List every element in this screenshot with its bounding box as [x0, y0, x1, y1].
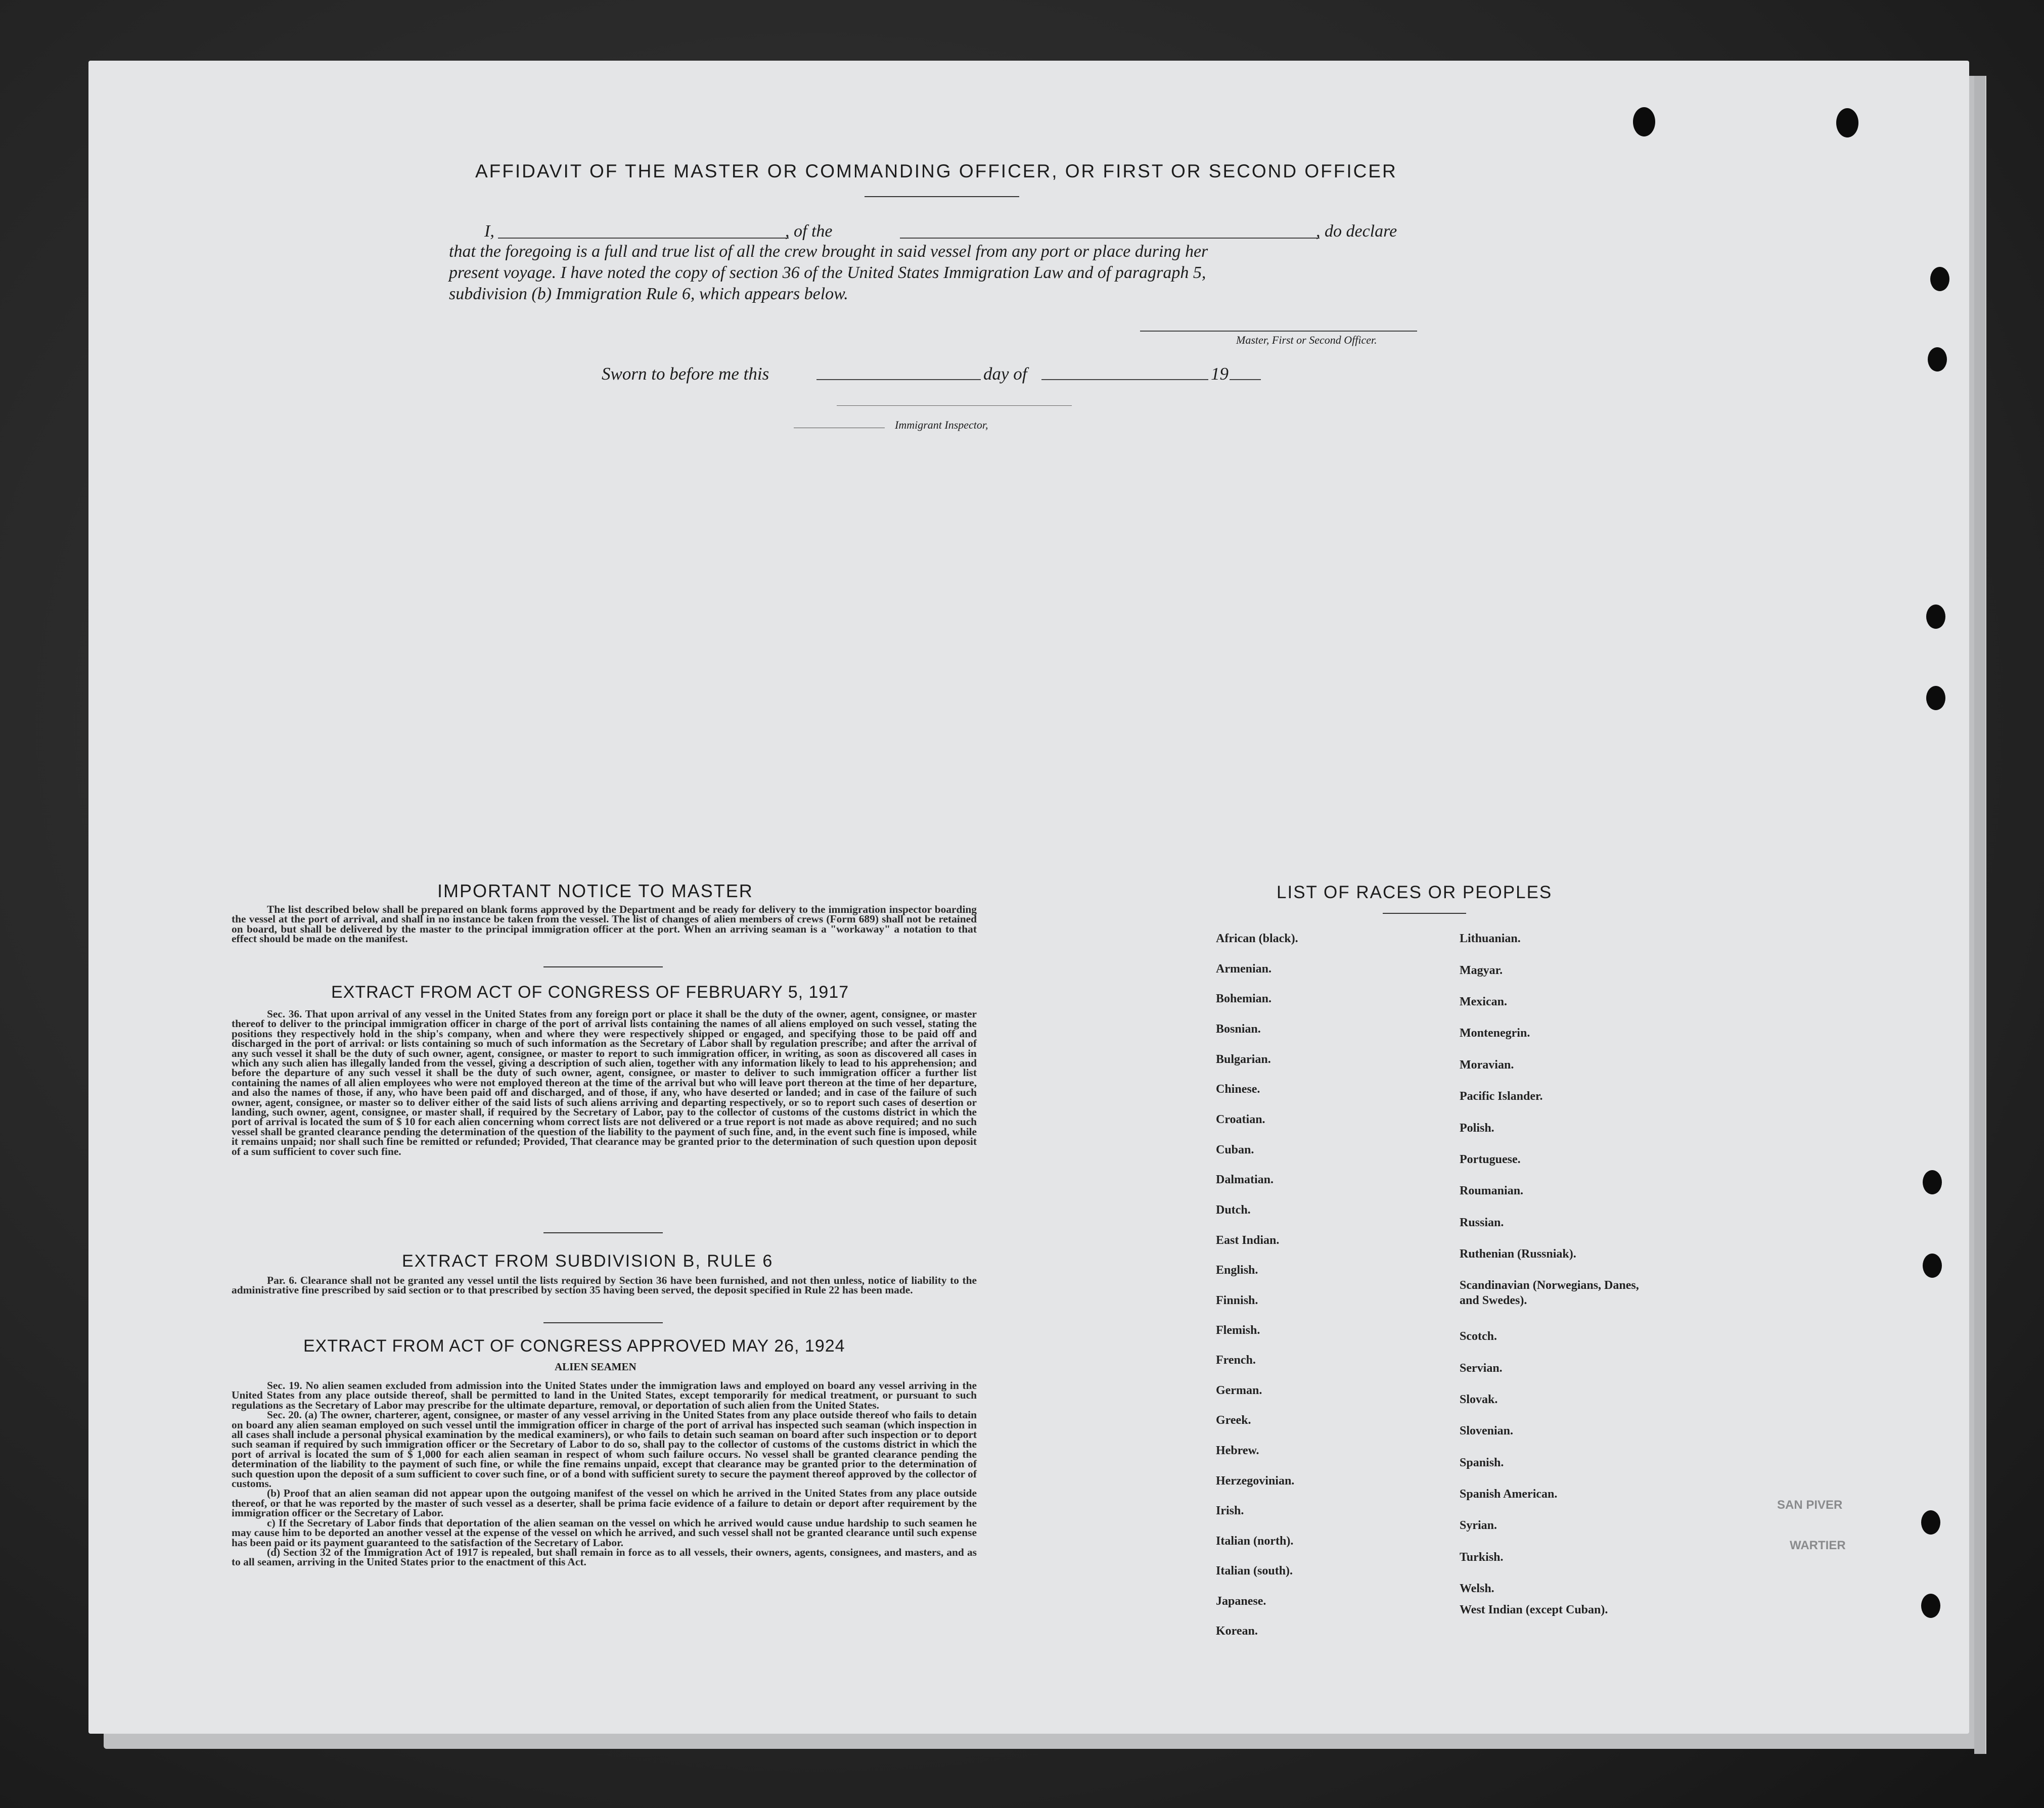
extract-1924-body — [232, 1381, 977, 1567]
race-item: Magyar. — [1460, 964, 1503, 977]
race-item: Roumanian. — [1460, 1184, 1524, 1197]
race-item: Spanish American. — [1460, 1488, 1558, 1501]
race-item: Portuguese. — [1460, 1153, 1521, 1166]
name-blank[interactable] — [498, 238, 789, 239]
section-divider — [543, 1322, 663, 1323]
sec-20b-text: (b) Proof that an alien seaman did not appear upon the outgoing manifest of the vessel on which he arrived in the United States from any place outside thereof, or that he was reported by the master of such vessel as a deserter, shall be prima facie evidence of a failure to detain or deport after requirement by the immigration officer or the Secretary of Labor. — [232, 1487, 977, 1519]
race-item: African (black). — [1216, 932, 1298, 945]
declaration-line-2: that the foregoing is a full and true list of all the crew brought in said vessel from any port or place during her — [449, 242, 1208, 261]
race-item: Italian (north). — [1216, 1535, 1294, 1548]
inspector-rule — [837, 405, 1072, 406]
inspector-caption: Immigrant Inspector, — [895, 419, 988, 431]
race-item: Chinese. — [1216, 1083, 1260, 1096]
do-declare-label: , do declare — [1316, 222, 1397, 241]
punch-hole — [1836, 108, 1858, 137]
race-item: Russian. — [1460, 1216, 1504, 1229]
race-item: Spanish. — [1460, 1456, 1504, 1469]
race-item: Welsh. — [1460, 1582, 1494, 1595]
rule6-text: Par. 6. Clearance shall not be granted any vessel until the lists required by Section 36 have been furnished, and not then unless, notice of liability to the administrative fine prescribed by said section or to that prescribed by section 35 having been served, the deposit specified in Rule 22 has been made. — [232, 1274, 977, 1296]
sec-20c-text: c) If the Secretary of Labor finds that deportation of the alien seaman on the vessel on which he arrived would cause undue hardship to such seamen he may cause him to be deported an another vessel at the expense of the vessel on which he arrived, and such vessel shall not be granted clearance until such expense has been paid or its payment guaranteed to the satisfaction of the Secretary of Labor. — [232, 1516, 977, 1549]
race-item: Servian. — [1460, 1362, 1503, 1375]
extract-1917-text: Sec. 36. That upon arrival of any vessel in the United States from any foreign port or place it shall be the duty of the owner, agent, consignee, or master thereof to deliver to the principal immigration officer in charge of the port of arrival lists containing the names of all aliens employed on such vessel, stating the positions they respectively hold in the ship's company, when and where they were respectively shipped or engaged, and specifying those to be paid off and discharged in the port of arrival: or lists containing so much of such information as the Secretary of Labor shall by regulation prescribe; and after the arrival of any such vessel it shall be the duty of such owner, agent, consignee, or master to report to such immigration officer, in writing, as soon as discovered all cases in which any such alien has illegally landed from the vessel, giving a description of such alien, together with any information likely to lead to his apprehension; and before the departure of any such vessel it shall be the duty of such owner, agent, consignee, or master to deliver to such immigration officer a further list containing the names of all alien employees who were not employed thereon at the time of the arrival but who will leave port thereon at the time of her departure, and also the names of those, if any, who have been paid off and discharged, and of those, if any, who have deserted or landed; and in case of the failure of such owner, agent, consignee, or master so to deliver either of the said lists of such aliens arriving and departing respectively, or so to report such cases of desertion or landing, such owner, agent, consignee, or master shall, if required by the Secretary of Labor, pay to the collector of customs of the customs district in which the port of arrival is located the sum of $ 10 for each alien concerning whom correct lists are not delivered or a true report is not made as above required; and no such vessel shall be granted clearance pending the determination of the question of the liability to the payment of such fine, and, in the event such fine is imposed, while it remains unpaid; nor shall such fine be remitted or refunded; Provided, That clearance may be granted prior to the determination of such question upon deposit of a sum sufficient to cover such fine. — [232, 1008, 977, 1157]
race-item: Mexican. — [1460, 995, 1507, 1008]
race-item: Cuban. — [1216, 1143, 1254, 1156]
race-item: English. — [1216, 1264, 1258, 1277]
punch-hole — [1633, 107, 1655, 136]
sworn-day-blank[interactable] — [816, 379, 981, 380]
race-item: Dutch. — [1216, 1203, 1251, 1217]
sec-20d-text: (d) Section 32 of the Immigration Act of 1917 is repealed, but shall remain in force as to all vessels, their owners, agents, consignees, and masters, and as to all seamen, arriving in the United States prior to the enactment of this Act. — [232, 1546, 977, 1568]
punch-hole — [1923, 1254, 1942, 1278]
sworn-label: Sworn to before me this — [602, 364, 769, 384]
race-item: French. — [1216, 1354, 1256, 1367]
day-of-label: day of — [983, 364, 1027, 384]
race-item: West Indian (except Cuban). — [1460, 1603, 1608, 1616]
race-item: Armenian. — [1216, 962, 1271, 976]
races-title-underline — [1383, 913, 1466, 914]
punch-hole — [1926, 686, 1945, 710]
section-divider — [543, 966, 663, 967]
race-item: Polish. — [1460, 1122, 1494, 1135]
vessel-blank[interactable] — [900, 238, 1320, 239]
race-item: East Indian. — [1216, 1234, 1280, 1247]
race-item: Ruthenian (Russniak). — [1460, 1247, 1576, 1261]
rule6-title: EXTRACT FROM SUBDIVISION B, RULE 6 — [402, 1251, 774, 1271]
race-item: Irish. — [1216, 1504, 1244, 1517]
title-underline — [865, 196, 1019, 197]
year-blank[interactable] — [1230, 379, 1261, 380]
alien-seamen-subtitle: ALIEN SEAMEN — [555, 1361, 637, 1373]
race-item: Croatian. — [1216, 1113, 1265, 1126]
race-item: Bohemian. — [1216, 992, 1272, 1005]
race-item: Moravian. — [1460, 1058, 1514, 1072]
year-prefix: 19 — [1211, 364, 1229, 384]
race-item: Slovenian. — [1460, 1424, 1514, 1438]
of-the-label: , of the — [785, 222, 833, 241]
sworn-month-blank[interactable] — [1041, 379, 1208, 380]
race-item: Pacific Islander. — [1460, 1090, 1543, 1103]
extract-1917-title: EXTRACT FROM ACT OF CONGRESS OF FEBRUARY 5, 1917 — [331, 983, 849, 1002]
signature-caption: Master, First or Second Officer. — [1236, 334, 1377, 346]
race-item: Italian (south). — [1216, 1564, 1293, 1578]
declaration-line-3: present voyage. I have noted the copy of section 36 of the United States Immigration Law and of paragraph 5, — [449, 263, 1206, 282]
race-item: Syrian. — [1460, 1519, 1497, 1532]
punch-hole — [1921, 1510, 1940, 1535]
race-item: Turkish. — [1460, 1551, 1504, 1564]
bleed-through-mark: SAN PIVER — [1777, 1498, 1843, 1512]
race-item: Greek. — [1216, 1414, 1251, 1427]
race-item: Herzegovinian. — [1216, 1474, 1295, 1488]
races-title: LIST OF RACES OR PEOPLES — [1277, 883, 1553, 902]
race-item: Dalmatian. — [1216, 1173, 1274, 1186]
race-item: German. — [1216, 1384, 1262, 1397]
page-edge — [1974, 76, 1986, 1754]
race-item: Lithuanian. — [1460, 932, 1521, 945]
race-item: Flemish. — [1216, 1324, 1260, 1337]
punch-hole — [1930, 267, 1949, 291]
punch-hole — [1921, 1594, 1940, 1618]
race-item: Scandinavian (Norwegians, Danes, and Swedes). — [1460, 1279, 1639, 1307]
punch-hole — [1923, 1170, 1942, 1194]
notice-text: The list described below shall be prepared on blank forms approved by the Department and be ready for delivery to the immigration inspector boarding the vessel at the port of arrival, and shall in no instance be taken from the vessel. The list of changes of alien members of crews (Form 689) shall not be retained on board, but shall be delivered by the master to the principal immigration officer at the port. When an arriving seaman is a "workaway" a notation to that effect should be made on the manifest. — [232, 903, 977, 945]
race-item: Japanese. — [1216, 1595, 1266, 1608]
race-item: Hebrew. — [1216, 1444, 1259, 1457]
declare-line-start: I, — [484, 222, 494, 241]
punch-hole — [1928, 347, 1947, 372]
affidavit-title: AFFIDAVIT OF THE MASTER OR COMMANDING OFFICER, OR FIRST OR SECOND OFFICER — [475, 161, 1397, 181]
section-divider — [543, 1232, 663, 1233]
race-item: Scotch. — [1460, 1330, 1497, 1343]
sec-20a-text: Sec. 20. (a) The owner, charterer, agent, consignee, or master of any vessel arriving in the United States from any place outside thereof who fails to detain on board any alien seaman employed on such vessel until the immigration officer in charge of the port of arrival has inspected such seaman (which inspection in all cases shall include a personal physical examination by the medical examiners), or who fails to detain such seaman on board after such inspection or to deport such seaman if required by such immigration officer or the Secretary of Labor to do so, shall pay to the collector of customs of the customs district in which the port of arrival is located the sum of $ 1,000 for each alien seaman in respect of whom such failure occurs. No vessel shall be granted clearance pending the determination of the liability to the payment of such fine, or while the fine remains unpaid, except that clearance may be granted prior to the determination of such question upon the deposit of a sum sufficient to cover such fine, or of a bond with sufficient surety to secure the payment thereof approved by the collector of customs. — [232, 1409, 977, 1490]
punch-hole — [1926, 605, 1945, 629]
extract-1924-title: EXTRACT FROM ACT OF CONGRESS APPROVED MAY 26, 1924 — [303, 1336, 845, 1356]
declaration-line-4: subdivision (b) Immigration Rule 6, which appears below. — [449, 285, 848, 303]
race-item: Bulgarian. — [1216, 1053, 1271, 1066]
race-item: Korean. — [1216, 1625, 1258, 1638]
race-item: Bosnian. — [1216, 1023, 1261, 1036]
race-item: Slovak. — [1460, 1393, 1498, 1406]
bleed-through-mark: WARTIER — [1790, 1539, 1846, 1552]
race-item: Montenegrin. — [1460, 1027, 1530, 1040]
notice-title: IMPORTANT NOTICE TO MASTER — [437, 880, 753, 901]
signature-blank[interactable] — [1140, 331, 1417, 332]
race-item: Finnish. — [1216, 1294, 1258, 1307]
sec-19-text: Sec. 19. No alien seamen excluded from admission into the United States under the immigration laws and employed on board any vessel arriving in the United States from any place outside thereof, shall be permitted to land in the United States, except temporarily for medical treatment, or pursuant to such regulations as the Secretary of Labor may prescribe for the ultimate departure, removal, or deportation of such alien from the United States. — [232, 1379, 977, 1411]
